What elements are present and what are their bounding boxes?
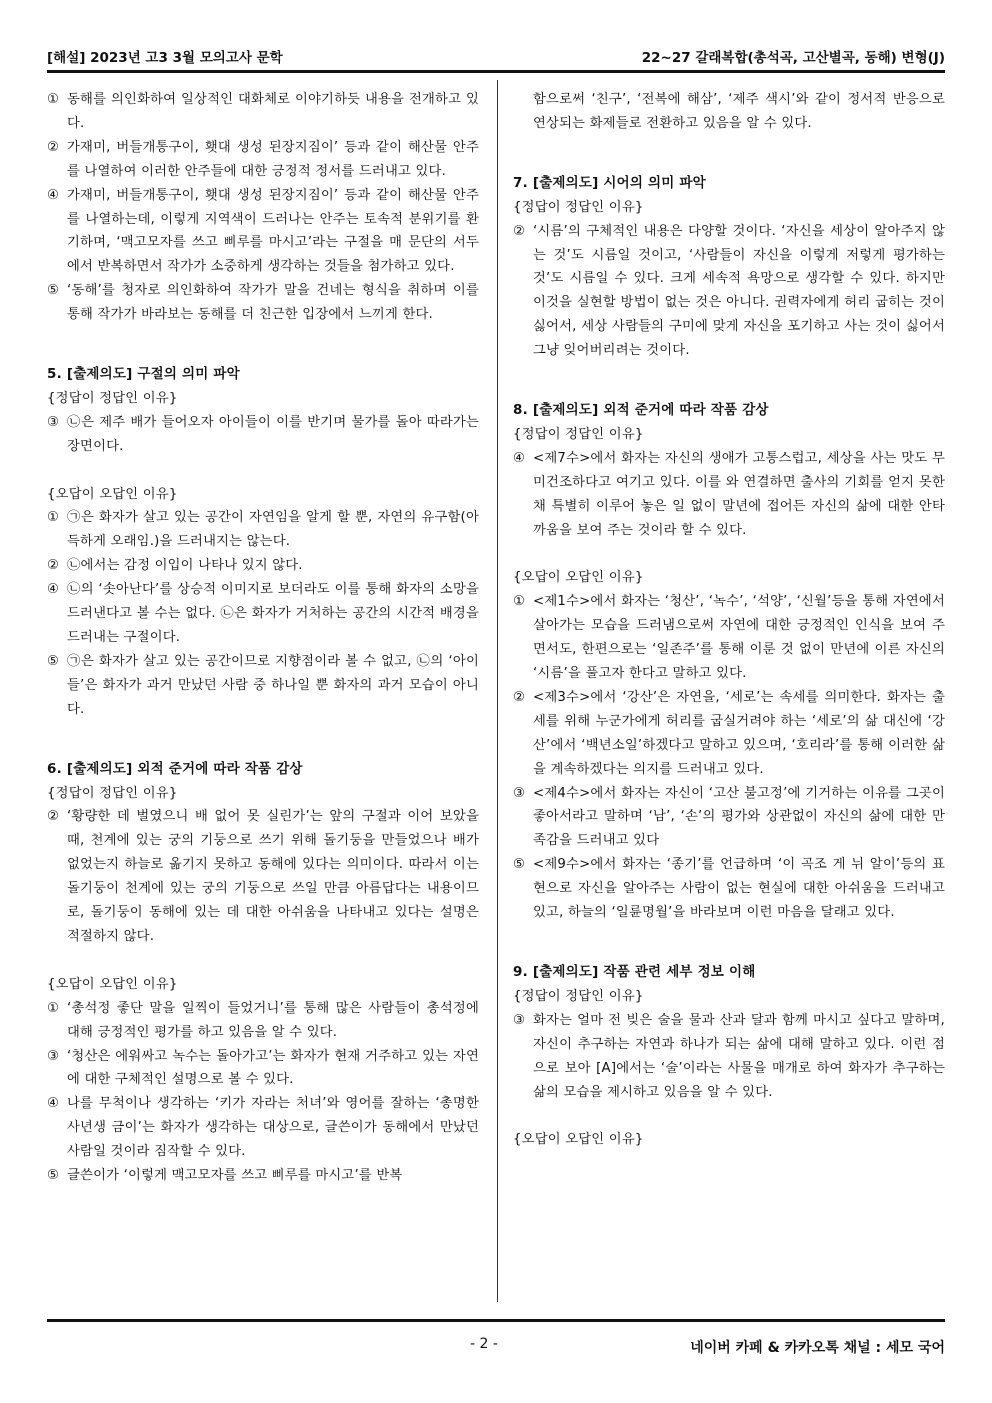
item-number: ④	[47, 1096, 60, 1112]
answer-item	[47, 1045, 479, 1093]
item-number: ③	[513, 785, 526, 801]
q6-wrong-items	[47, 997, 479, 1188]
item-text: <제9수>에서 화자는 ‘종기’를 언급하며 ‘이 곡조 게 뉘 알이’등의 표현으로 자신을 알아주는 사람이 없는 현실에 대한 아쉬움을 드러내고 있고, 하늘의 ‘일륜명월’을 바라보며 이런 마음을 달래고 있다.	[533, 857, 945, 921]
item-number: ②	[47, 558, 60, 574]
q9-wrong-label: {오답이 오답인 이유}	[513, 1132, 644, 1148]
column-divider	[497, 80, 498, 1302]
q9-title: 9. [출제의도] 작품 관련 세부 정보 이해	[513, 963, 756, 980]
answer-item	[47, 805, 479, 948]
page-number: - 2 -	[470, 1336, 498, 1352]
answer-item	[47, 411, 479, 459]
item-number: ③	[47, 414, 60, 430]
q9-section	[513, 961, 945, 1152]
q5-title: 5. [출제의도] 구절의 의미 파악	[47, 366, 240, 383]
answer-item	[513, 853, 945, 925]
item-text: ㉡에서는 감정 이입이 나타나 있지 않다.	[67, 558, 303, 574]
q6-wrong-label: {오답이 오답인 이유}	[47, 976, 178, 992]
item-number: ④	[47, 582, 60, 598]
left-column	[47, 88, 479, 1188]
q5-wrong-label: {오답이 오답인 이유}	[47, 486, 178, 502]
item-text: 가재미, 버들개통구이, 횃대 생성 된장지짐이’ 등과 같이 해산물 안주를 나열하여 이러한 안주들에 대한 긍정적 정서를 드러내고 있다.	[67, 139, 479, 179]
q7-correct-label: {정답이 정답인 이유}	[513, 199, 644, 215]
answer-item	[47, 184, 479, 280]
answer-item	[47, 88, 479, 136]
item-text: <제4수>에서 화자는 자신이 ‘고산 불고정’에 기거하는 이유를 그곳이 좋아서라고 말하며 ‘남’, ‘손’의 평가와 상관없이 자신의 삶에 대한 만족감을 드러내고 있다	[533, 785, 945, 849]
answer-item	[47, 1092, 479, 1164]
q5-correct-items	[47, 411, 479, 459]
q8-section	[513, 399, 945, 925]
item-number: ②	[47, 809, 60, 825]
q7-title: 7. [출제의도] 시어의 의미 파악	[513, 174, 706, 191]
answer-item	[513, 590, 945, 686]
item-text: 글쓴이가 ‘이렇게 맥고모자를 쓰고 삐루를 마시고’를 반복	[67, 1168, 403, 1184]
item-text: 나를 무척이나 생각하는 ‘키가 자라는 처녀’와 영어를 잘하는 ‘총명한 사년생 금이’는 화자가 생각하는 대상으로, 글쓴이가 동해에서 만났던 사람일 것이라 짐작할 수 있다.	[67, 1096, 479, 1160]
answer-item	[47, 554, 479, 578]
right-column	[513, 88, 945, 1152]
item-text: ‘황량한 데 벌였으니 배 없어 못 실린가’는 앞의 구절과 이어 보았을 때, 천계에 있는 궁의 기둥으로 쓰기 위해 돌기둥을 만들었으나 배가 없었는지 하늘로 옮기지 못하고 동해에 있다는 의미이다. 따라서 이는 돌기둥이 천계에 있는 궁의 기둥으로 쓰일 만큼 아름답다는 내용이므로, 돌기둥이 동해에 있는 데 대한 아쉬움을 나타내고 있다는 설명은 적절하지 않다.	[67, 809, 479, 944]
item-number: ⑤	[47, 283, 60, 299]
footer-rule	[47, 1319, 945, 1322]
answer-item	[513, 686, 945, 782]
footer-channel: 네이버 카페 & 카카오톡 채널 : 세모 국어	[690, 1340, 945, 1356]
item-number: ③	[47, 1048, 60, 1064]
item-text: ㉠은 화자가 살고 있는 공간이 자연임을 알게 할 뿐, 자연의 유구함(아득하게 오래임.)을 드러내지는 않는다.	[67, 510, 479, 550]
answer-item	[513, 782, 945, 854]
q5-correct-label: {정답이 정답인 이유}	[47, 390, 178, 406]
item-text: <제7수>에서 화자는 자신의 생애가 고통스럽고, 세상을 사는 맛도 무미건조하다고 여기고 있다. 이를 와 연결하면 출사의 기회를 얻지 못한 채 특별히 이루어 놓은 일 없이 말년에 접어든 자신의 삶에 대한 안타까움을 보여 주는 것이라 할 수 있다.	[533, 450, 945, 538]
q7-correct-items	[513, 220, 945, 363]
q5-wrong-items	[47, 506, 479, 721]
item-text: ‘총석정 좋단 말을 일찍이 들었거니’를 통해 많은 사람들이 총석정에 대해 긍정적인 평가를 하고 있음을 알 수 있다.	[67, 1000, 479, 1040]
item-number: ⑤	[47, 1168, 60, 1184]
q8-wrong-items	[513, 590, 945, 925]
answer-item	[47, 997, 479, 1045]
q7-section	[513, 172, 945, 363]
q9-correct-label: {정답이 정답인 이유}	[513, 988, 644, 1004]
q9-correct-items	[513, 1009, 945, 1105]
item-number: ②	[47, 139, 60, 155]
item-number: ①	[513, 594, 526, 610]
page-header	[47, 42, 945, 66]
item-text: 화자는 얼마 전 빚은 술을 물과 산과 달과 함께 마시고 싶다고 말하며, 자신이 추구하는 자연과 하나가 되는 삶에 대해 말하고 있다. 이런 점으로 보아 [A]에서는 ‘술’이라는 사물을 매개로 하여 화자가 추구하는 삶의 모습을 제시하고 있음을 알 수 있다.	[533, 1012, 945, 1100]
q5-section	[47, 363, 479, 722]
answer-item	[513, 1009, 945, 1105]
q6-title: 6. [출제의도] 외적 준거에 따라 작품 감상	[47, 760, 303, 777]
header-subtitle: 22~27 갈래복합(총석곡, 고산별곡, 동해) 변형(J)	[641, 50, 945, 66]
item-number: ①	[47, 92, 60, 107]
item-text: ㉡의 ‘솟아난다’를 상승적 이미지로 보더라도 이를 통해 화자의 소망을 드러낸다고 볼 수는 없다. ㉡은 화자가 거처하는 공간의 시간적 배경을 드러내는 구절이다.	[67, 582, 479, 646]
item-text: <제3수>에서 ‘강산’은 자연을, ‘세로’는 속세를 의미한다. 화자는 출세를 위해 누군가에게 허리를 굽실거려야 하는 ‘세로’의 삶 대신에 ‘강산’에서 ‘백년소일’하겠다고 말하고 있으며, ‘호리라’를 통해 이러한 삶을 계속하겠다는 의지를 드러내고 있다.	[533, 689, 945, 777]
item-number: ④	[47, 187, 60, 203]
item-text: 동해를 의인화하여 일상적인 대화체로 이야기하듯 내용을 전개하고 있다.	[67, 92, 479, 131]
q4-items	[47, 88, 479, 327]
answer-item	[513, 220, 945, 363]
answer-item	[513, 447, 945, 543]
answer-item	[47, 578, 479, 650]
q6-correct-items	[47, 805, 479, 948]
item-number: ①	[47, 510, 60, 526]
item-number: ⑤	[47, 653, 60, 669]
item-number: ③	[513, 1012, 526, 1028]
item-number: ①	[47, 1000, 60, 1016]
q8-correct-items	[513, 447, 945, 543]
item-number: ②	[513, 223, 526, 239]
answer-item	[47, 650, 479, 722]
header-title: [해설] 2023년 고3 3월 모의고사 문학	[47, 50, 283, 66]
answer-item	[47, 506, 479, 554]
item-text: ‘동해’를 청자로 의인화하여 작가가 말을 건네는 형식을 취하며 이를 통해 작가가 바라보는 동해를 더 친근한 입장에서 느끼게 한다.	[67, 283, 479, 323]
answer-item	[47, 1164, 479, 1188]
q8-title: 8. [출제의도] 외적 준거에 따라 작품 감상	[513, 402, 769, 419]
item-text: ‘시름’의 구체적인 내용은 다양할 것이다. ‘자신을 세상이 알아주지 않는 것’도 시름일 것이고, ‘사람들이 자신을 이렇게 저렇게 평가하는 것’도 시름일 수 있다. 크게 세속적 욕망으로 생각할 수 있다. 하지만 이것을 실현할 방법이 없는 것은 아니다. 권력자에게 허리 굽히는 것이 싫어서, 세상 사람들의 구미에 맞게 자신을 포기하고 사는 것이 싫어서 그냥 잊어버리려는 것이다.	[533, 223, 945, 359]
q6-section	[47, 758, 479, 1188]
item-text: ㉡은 제주 배가 들어오자 아이들이 이를 반기며 물가를 돌아 따라가는 장면이다.	[67, 414, 479, 454]
q8-wrong-label: {오답이 오답인 이유}	[513, 570, 644, 586]
continued-text: 함으로써 ‘친구’, ‘전복에 해삼’, ‘제주 색시’와 같이 정서적 반응으로 연상되는 화제들로 전환하고 있음을 알 수 있다.	[533, 92, 945, 131]
item-text: 가재미, 버들개통구이, 횃대 생성 된장지짐이’ 등과 같이 해산물 안주를 나열하는데, 이렇게 지역색이 드러나는 안주는 토속적 분위기를 환기하며, ‘맥고모자를 쓰고 삐루를 마시고’라는 구절을 매 문단의 서두에서 반복하면서 작가가 소중하게 생각하는 것들을 첨가하고 있다.	[67, 187, 479, 275]
item-number: ④	[513, 450, 526, 466]
item-number: ②	[513, 689, 526, 705]
q8-correct-label: {정답이 정답인 이유}	[513, 426, 644, 442]
item-text: ‘청산은 에워싸고 녹수는 돌아가고’는 화자가 현재 거주하고 있는 자연에 대한 구체적인 설명으로 볼 수 있다.	[67, 1048, 479, 1088]
q6-correct-label: {정답이 정답인 이유}	[47, 785, 178, 801]
answer-item	[47, 136, 479, 184]
item-number: ⑤	[513, 857, 526, 873]
item-text: ㉠은 화자가 살고 있는 공간이므로 지향점이라 볼 수 없고, ㉡의 ‘아이들’은 화자가 과거 만났던 사람 중 하나일 뿐 화자의 과거 모습이 아니다.	[67, 653, 479, 717]
item-text: <제1수>에서 화자는 ‘청산’, ‘녹수’, ‘석양’, ‘신월’등을 통해 자연에서 살아가는 모습을 드러냄으로써 자연에 대한 긍정적인 인식을 보여 주면서도, 한편으로는 ‘일존주’를 통해 이룬 것 없이 만년에 이른 자신의 ‘시름’을 풀고자 한다고 말하고 있다.	[533, 594, 945, 682]
answer-item	[47, 279, 479, 327]
header-rule	[47, 70, 945, 73]
